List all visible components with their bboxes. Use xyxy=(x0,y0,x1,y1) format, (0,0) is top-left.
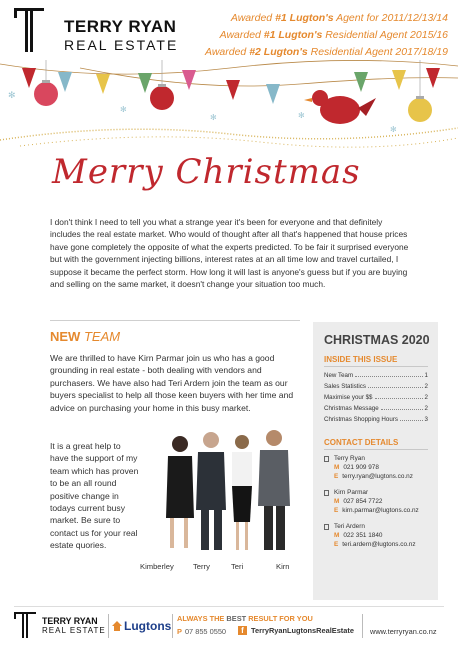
sidebar xyxy=(313,322,438,600)
toc-label: Christmas Shopping Hours xyxy=(324,416,398,423)
phone-key: P xyxy=(177,627,182,636)
toc-leader xyxy=(381,405,423,410)
footer-separator xyxy=(172,614,173,638)
person-icon xyxy=(324,524,329,530)
svg-text:✻: ✻ xyxy=(120,105,127,114)
brand-name xyxy=(64,18,178,53)
brand-line1: TERRY RYAN xyxy=(64,17,177,36)
toc-label: Sales Statistics xyxy=(324,383,366,390)
contact-card xyxy=(324,489,434,514)
award-line xyxy=(205,27,448,44)
person-icon xyxy=(324,456,329,462)
award-rank: #1 Lugton's xyxy=(275,12,334,24)
sidebar-title: CHRISTMAS 2020 xyxy=(324,333,430,347)
facebook-icon: f xyxy=(238,626,247,635)
footer-tagline xyxy=(177,614,313,623)
team-label-kirn: Kirn xyxy=(276,562,290,571)
intro-paragraph: I don't think I need to tell you what a strange year it's been for everyone and that definitely includes the real estate market. Who would of thought after all that's happened that house prices have gone completely the opposite of what the experts predicted. To be fair it surprised everyone but with the government injecting billions, interest rates at an all time low and travel curtailed, I suppose it became the perfect storm. How long it will last is anyone's guess but if you are buying and selling on the same market, it doesn't change your situation too much. xyxy=(50,217,409,290)
contact-mobile[interactable] xyxy=(324,498,434,505)
svg-text:✻: ✻ xyxy=(8,91,16,101)
lugtons-logo xyxy=(112,619,171,633)
award-suffix: Residential Agent 2015/16 xyxy=(322,29,448,41)
toc-item[interactable] xyxy=(324,416,428,423)
contact-heading: CONTACT DETAILS xyxy=(324,438,399,447)
christmas-banner-illustration xyxy=(0,58,458,150)
contact-name xyxy=(324,455,434,462)
header xyxy=(0,0,458,60)
toc-page: 3 xyxy=(424,416,428,423)
news-heading xyxy=(50,329,120,344)
contact-card xyxy=(324,455,434,480)
merry-christmas-title: Merry Christmas xyxy=(52,152,361,192)
contact-email[interactable] xyxy=(324,473,434,480)
award-rank: #1 Lugton's xyxy=(263,29,323,41)
toc-label: Christmas Message xyxy=(324,405,379,412)
tagline-part: ALWAYS THE xyxy=(177,614,227,623)
contact-name-text: Teri Ardern xyxy=(334,523,365,530)
toc-page: 2 xyxy=(424,383,428,390)
toc-leader xyxy=(368,383,423,388)
news-paragraph: We are thrilled to have Kirn Parmar join us who has a good grounding in real estate - both dealing with vendors and purchasers. We have also had Teri Ardern join the team as our buyers specialist to help all those keen buyers with her time and advice on purchasing your home in this busy market. xyxy=(50,353,294,413)
footer-brand xyxy=(42,616,106,636)
toc-label: New Team xyxy=(324,372,354,379)
contact-mobile[interactable] xyxy=(324,532,434,539)
footer-divider xyxy=(14,606,444,607)
award-prefix: Awarded xyxy=(219,29,264,41)
mobile-value: 027 854 7722 xyxy=(343,498,383,505)
divider xyxy=(324,449,428,450)
divider xyxy=(50,320,300,321)
toc-leader xyxy=(400,416,423,421)
toc-leader xyxy=(355,372,422,377)
mobile-key: M xyxy=(334,532,340,539)
footer-phone[interactable] xyxy=(177,627,226,636)
team-label-teri: Teri xyxy=(231,562,244,571)
toc-leader xyxy=(375,394,423,399)
contact-name xyxy=(324,489,434,496)
contact-email[interactable] xyxy=(324,507,434,514)
email-value: teri.ardern@lugtons.co.nz xyxy=(342,541,416,548)
news-paragraph: It is a great help to have the support of my team which has proven to be an all round positive change in todays current busy market. Be sure to contact us for your real estate quories. xyxy=(50,441,139,551)
award-suffix: Agent for 2011/12/13/14 xyxy=(333,12,448,24)
phone-value: 07 855 0550 xyxy=(184,627,227,636)
tr-logo-icon xyxy=(14,612,36,638)
svg-text:✻: ✻ xyxy=(298,111,305,120)
footer-brand-line1: TERRY RYAN xyxy=(42,616,98,626)
team-label-kimberley: Kimberley xyxy=(140,562,174,571)
award-prefix: Awarded xyxy=(205,46,250,58)
footer-separator xyxy=(108,614,109,638)
contact-name-text: Terry Ryan xyxy=(334,455,365,462)
website-link[interactable]: www.terryryan.co.nz xyxy=(370,627,437,636)
toc-item[interactable] xyxy=(324,394,428,401)
email-key: E xyxy=(334,473,339,480)
toc-page: 2 xyxy=(424,394,428,401)
lugtons-icon xyxy=(112,621,122,631)
news-heading-team: TEAM xyxy=(83,329,121,344)
toc-item[interactable] xyxy=(324,383,428,390)
awards xyxy=(205,10,448,61)
toc-page: 1 xyxy=(424,372,428,379)
news-heading-new: NEW xyxy=(50,329,81,344)
contact-mobile[interactable] xyxy=(324,464,434,471)
facebook-link[interactable] xyxy=(238,626,354,635)
svg-text:✻: ✻ xyxy=(390,125,397,134)
divider xyxy=(324,366,428,367)
contact-card xyxy=(324,523,434,548)
email-value: kirn.parmar@lugtons.co.nz xyxy=(342,507,419,514)
tagline-part: RESULT FOR YOU xyxy=(246,614,313,623)
team-label-terry: Terry xyxy=(193,562,210,571)
facebook-handle: TerryRyanLugtonsRealEstate xyxy=(251,626,354,635)
award-suffix: Residential Agent 2017/18/19 xyxy=(307,46,448,58)
brand-line2: REAL ESTATE xyxy=(64,37,179,53)
tagline-part: BEST xyxy=(226,614,247,623)
person-icon xyxy=(324,490,329,496)
toc-label: Maximise your $$ xyxy=(324,394,373,401)
mobile-key: M xyxy=(334,464,340,471)
contact-name-text: Kirn Parmar xyxy=(334,489,369,496)
toc-page: 2 xyxy=(424,405,428,412)
toc-item[interactable] xyxy=(324,405,428,412)
footer-separator xyxy=(362,614,363,638)
toc-item[interactable] xyxy=(324,372,428,379)
contact-email[interactable] xyxy=(324,541,434,548)
tr-logo-icon xyxy=(14,8,44,52)
svg-text:✻: ✻ xyxy=(210,113,217,122)
team-photo xyxy=(148,426,304,558)
footer-brand-line2: REAL ESTATE xyxy=(42,626,106,635)
inside-heading: INSIDE THIS ISSUE xyxy=(324,355,398,364)
email-key: E xyxy=(334,541,339,548)
email-key: E xyxy=(334,507,339,514)
award-prefix: Awarded xyxy=(230,12,276,24)
mobile-value: 022 351 1840 xyxy=(343,532,383,539)
award-rank: #2 Lugton's xyxy=(249,46,308,58)
award-line xyxy=(205,10,448,27)
email-value: terry.ryan@lugtons.co.nz xyxy=(342,473,413,480)
mobile-key: M xyxy=(334,498,340,505)
partner-name: Lugtons xyxy=(124,619,172,633)
mobile-value: 021 909 978 xyxy=(343,464,379,471)
contact-name xyxy=(324,523,434,530)
